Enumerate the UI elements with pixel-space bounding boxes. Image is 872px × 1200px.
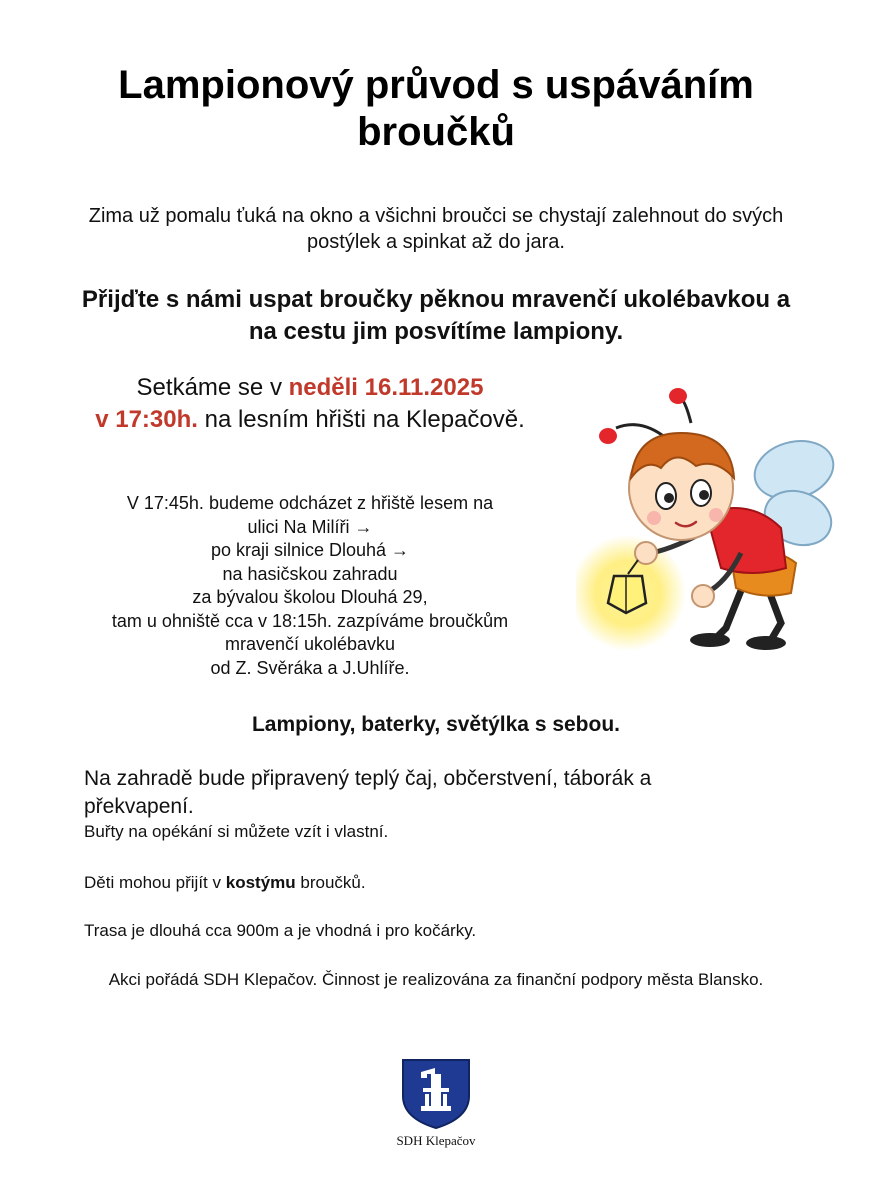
- preparation-text: Na zahradě bude připravený teplý čaj, občerstvení, táborák a překvapení.: [84, 767, 652, 818]
- title-line-2: broučků: [357, 110, 515, 154]
- route-line: V 17:45h. budeme odcházet z hřiště lesem na: [126, 493, 494, 513]
- costume-after: broučků.: [300, 873, 366, 892]
- costume-text: [84, 872, 366, 894]
- organizer-text: Akci pořádá SDH Klepačov. Činnost je realizována za finanční podpory města Blansko.: [108, 970, 764, 989]
- costume-before: Děti mohou přijít v: [84, 873, 221, 892]
- meeting-place: na lesním hřišti na Klepačově.: [204, 406, 525, 433]
- route-description: [70, 492, 550, 680]
- route-line: od Z. Svěráka a J.Uhlíře.: [210, 657, 410, 678]
- route-line: ulici Na Milíři →: [247, 516, 373, 537]
- route-line: za bývalou školou Dlouhá 29,: [192, 587, 428, 607]
- meeting-info: [90, 372, 530, 436]
- route-line: po kraji silnice Dlouhá →: [210, 540, 410, 560]
- costume-bold: kostýmu: [225, 873, 296, 892]
- title-line-1: Lampionový průvod s uspáváním: [118, 63, 754, 107]
- firefly-illustration: [576, 378, 846, 668]
- logo-caption: SDH Klepačov: [396, 1133, 476, 1148]
- sdh-shield-logo: [401, 1058, 471, 1130]
- intro-paragraph: Zima už pomalu ťuká na okno a všichni broučci se chystají zalehnout do svých postýlek a spinkat až do jara.: [88, 205, 784, 253]
- meeting-date: neděli 16.11.2025: [288, 374, 484, 401]
- invite-paragraph: Přijďte s námi uspat broučky pěknou mravenčí ukolébavkou a na cestu jim posvítíme lampiony.: [81, 286, 791, 345]
- meeting-time: v 17:30h.: [95, 406, 198, 433]
- route-line: na hasičskou zahradu: [222, 563, 398, 584]
- sausages-text: Buřty na opékání si můžete vzít i vlastní.: [84, 822, 389, 841]
- page-title: [40, 62, 832, 156]
- route-line: tam u ohniště cca v 18:15h. zazpíváme broučkům: [111, 610, 509, 631]
- meeting-prefix: Setkáme se v: [136, 374, 282, 401]
- route-length-text: Trasa je dlouhá cca 900m a je vhodná i pro kočárky.: [84, 921, 477, 940]
- bring-notice: Lampiony, baterky, světýlka s sebou.: [251, 713, 621, 736]
- route-line: mravenčí ukolébavku: [224, 634, 396, 654]
